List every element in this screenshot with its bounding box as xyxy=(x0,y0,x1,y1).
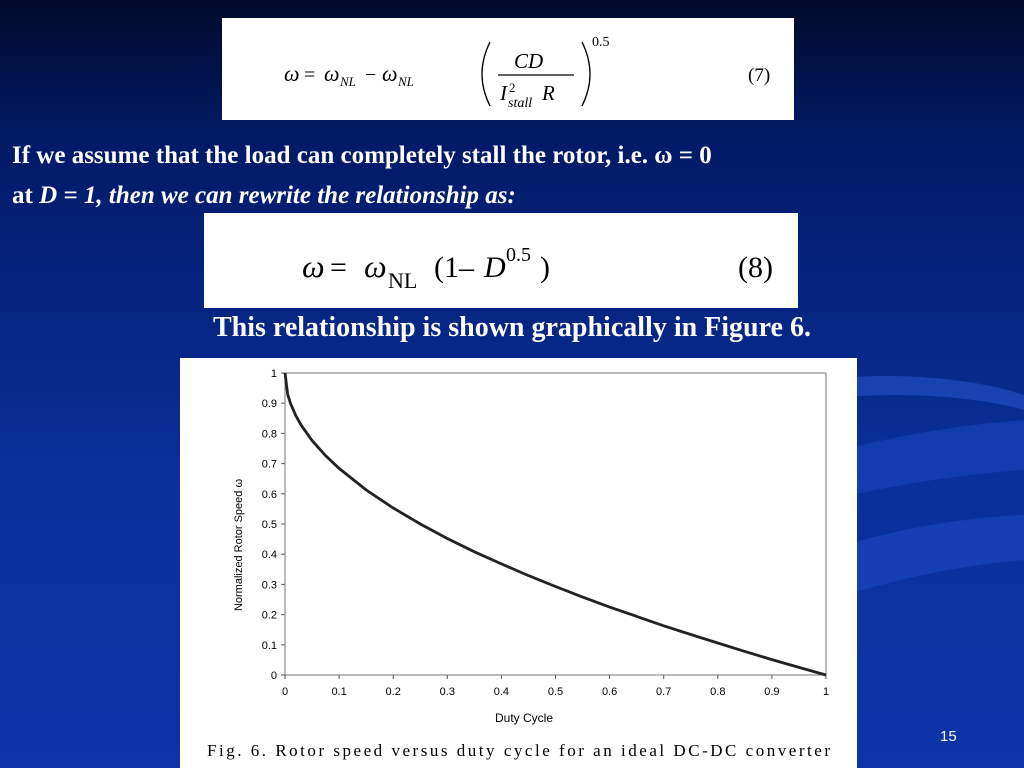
eq8-number: (8) xyxy=(738,251,773,284)
paragraph-line-1: If we assume that the load can completely stall the rotor, i.e. ω = 0 xyxy=(12,142,712,169)
x-tick-labels xyxy=(282,675,829,698)
equation-7 xyxy=(222,18,794,120)
x-tick-label: 0.9 xyxy=(764,686,780,698)
eq8-close: ) xyxy=(540,251,550,284)
eq7-minus: − xyxy=(365,64,377,86)
x-tick-label: 0.1 xyxy=(331,686,347,698)
eq7-den-sup: 2 xyxy=(509,80,516,95)
eq7-omega-nl2: ω xyxy=(382,61,398,86)
equation-8 xyxy=(204,213,798,308)
series-line xyxy=(285,373,826,675)
y-axis-label: Normalized Rotor Speed ω xyxy=(233,478,245,612)
eq7-den-sub: stall xyxy=(508,96,533,111)
figure-6 xyxy=(180,358,857,768)
eq8-sub: NL xyxy=(388,268,418,293)
eq7-omega-nl: ω xyxy=(324,61,340,86)
eq7-omega: ω xyxy=(284,61,300,86)
eq7-den-r: R xyxy=(542,81,555,105)
eq8-omega-nl: ω xyxy=(364,248,387,284)
y-tick-label: 0.6 xyxy=(261,488,277,501)
eq7-numerator: CD xyxy=(514,49,544,73)
paragraph-line-2 xyxy=(12,176,1012,216)
equation-7-box xyxy=(222,18,794,120)
y-tick-label: 1 xyxy=(270,368,277,380)
y-tick-label: 0.1 xyxy=(261,639,277,652)
x-tick-label: 0.2 xyxy=(385,686,401,698)
eq7-equals: = xyxy=(304,64,316,86)
eq7-number: (7) xyxy=(748,65,771,86)
eq8-exp: 0.5 xyxy=(506,244,531,266)
eq7-den-i: I xyxy=(500,81,507,105)
x-tick-label: 1 xyxy=(822,686,830,698)
x-tick-label: 0 xyxy=(281,686,289,698)
y-tick-label: 0.5 xyxy=(261,519,277,531)
rotor-speed-chart xyxy=(180,358,857,768)
eq7-sub2: NL xyxy=(398,74,414,89)
x-tick-label: 0.6 xyxy=(601,686,618,698)
eq7-exponent: 0.5 xyxy=(592,35,610,50)
y-tick-label: 0 xyxy=(270,670,277,682)
x-tick-label: 0.8 xyxy=(710,686,726,698)
eq8-d: D xyxy=(484,251,506,284)
eq8-omega: ω xyxy=(302,248,325,284)
y-tick-labels xyxy=(262,368,285,682)
x-tick-label: 0.3 xyxy=(439,686,455,698)
eq8-equals: = xyxy=(330,251,347,284)
paragraph-line-2-prefix: at xyxy=(12,182,40,209)
y-tick-label: 0.9 xyxy=(261,398,277,411)
x-tick-label: 0.4 xyxy=(493,686,510,698)
paragraph-line-2-italic: D = 1, then we can rewrite the relationship as: xyxy=(39,182,516,209)
figure-intro: This relationship is shown graphically in Figure 6. xyxy=(213,312,811,343)
eq7-left-paren xyxy=(482,42,490,106)
y-tick-label: 0.3 xyxy=(261,579,277,592)
x-tick-label: 0.5 xyxy=(547,686,564,698)
y-tick-label: 0.7 xyxy=(261,458,277,471)
x-axis-label: Duty Cycle xyxy=(494,711,554,725)
eq7-right-paren xyxy=(582,42,590,106)
plot-frame xyxy=(285,373,826,675)
page-number: 15 xyxy=(940,728,957,745)
body-paragraph xyxy=(12,136,1012,216)
eq7-sub: NL xyxy=(340,74,356,89)
y-tick-label: 0.2 xyxy=(261,609,277,622)
figure-caption: Fig. 6. Rotor speed versus duty cycle for an ideal DC-DC converter xyxy=(207,741,830,760)
y-tick-label: 0.4 xyxy=(261,549,277,562)
chart-axes xyxy=(285,373,826,675)
eq8-one-minus: (1– xyxy=(434,251,474,284)
x-tick-label: 0.7 xyxy=(656,686,672,698)
y-tick-label: 0.8 xyxy=(261,428,277,441)
equation-8-box xyxy=(204,213,798,308)
